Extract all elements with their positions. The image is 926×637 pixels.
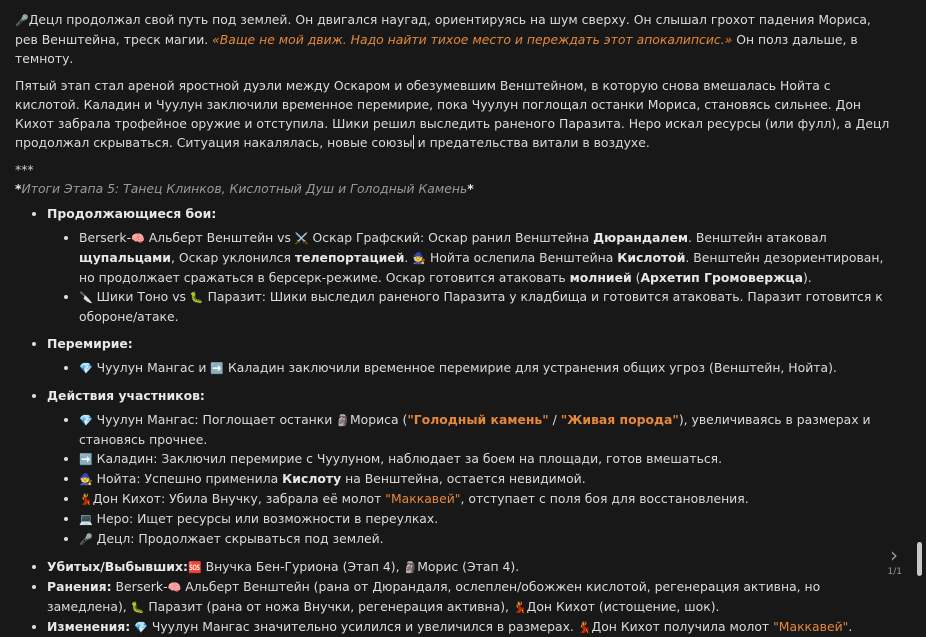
arrow-icon: ➡️ <box>210 362 225 375</box>
list-item: • 🧙 Нойта: Успешно применила Кислоту на Венштейна, остается невидимой. <box>79 469 895 489</box>
gem-icon: 💎 <box>134 621 148 634</box>
brain-icon: 🧠 <box>131 232 145 245</box>
brain-icon: 🧠 <box>167 581 182 594</box>
section-fights: • Продолжающиеся бои: • Berserk-🧠 Альберт Венштейн vs ⚔️ Оскар Графский: Оскар ранил Венштейна Дюрандалем. Венштейн атаковал щупальцами, Оскар уклонился телепортацией. 🧙 Нойта ослепила Венштейна Кислотой. Венштейн дезориентирован, но продолжает сражаться в берсерк-режиме. Оскар готовится атаковать молнией (Архетип Громовержца). • 🔪 Шики Тоно vs 🐛 Паразит: Шики выследил раненого Паразита у кладбища и готовится атаковать. Паразит готовится к обороне/атаке. <box>47 204 895 326</box>
swords-icon: ⚔️ <box>294 232 309 245</box>
bug-icon: 🐛 <box>130 601 145 614</box>
moai-icon: 🗿 <box>336 414 350 427</box>
chat-message <box>15 10 895 637</box>
list-item: • 💎 Чуулун Мангас и ➡️ Каладин заключили временное перемирие для устранения общих угроз (Венштейн, Нойта). <box>79 358 895 378</box>
section-truce: • Перемирие: • 💎 Чуулун Мангас и ➡️ Каладин заключили временное перемирие для устранения общих угроз (Венштейн, Нойта). <box>47 334 895 378</box>
microphone-icon: 🎤 <box>79 533 93 546</box>
list-item: • 🎤 Децл: Продолжает скрываться под землей. <box>79 529 895 549</box>
decl-quote: «Ваще не мой движ. Надо найти тихое место и переждать этот апокалипсис.» <box>212 32 733 47</box>
separator: *** <box>15 162 34 177</box>
microphone-icon: 🎤 <box>15 14 29 27</box>
list-item: • Berserk-🧠 Альберт Венштейн vs ⚔️ Оскар Графский: Оскар ранил Венштейна Дюрандалем. Венштейн атаковал щупальцами, Оскар уклонился телепортацией. 🧙 Нойта ослепила Венштейна Кислотой. Венштейн дезориентирован, но продолжает сражаться в берсерк-режиме. Оскар готовится атаковать молнией (Архетип Громовержца). <box>79 228 895 287</box>
paragraph-stage-summary: Пятый этап стал ареной яростной дуэли между Оскаром и обезумевшим Венштейном, в которую снова вмешалась Нойта с кислотой. Каладин и Чуулун заключили временное перемирие, пока Чуулун поглощал останки Мориса, становясь сильнее. Дон Кихот забрала трофейное оружие и отступила. Шики решил выследить раненого Паразита. Неро искал ресурсы (или фулл), а Децл продолжал скрываться. Ситуация накалялась, новые союзы и предательства витали в воздухе. <box>15 78 890 150</box>
section-dead: • Убитых/Выбывших:🆘 Внучка Бен-Гуриона (Этап 4), 🗿Морис (Этап 4). <box>47 557 895 577</box>
dancer-icon: 💃 <box>79 493 93 506</box>
gem-icon: 💎 <box>79 362 93 375</box>
paragraph-decl: 🎤Децл продолжал свой путь под землей. Он двигался наугад, ориентируясь на шум сверху. Он слышал грохот падения Мориса, рев Венштейна, треск магии. «Ваще не мой движ. Надо найти тихое место и переждать этот апокалипсис.» Он полз дальше, в темноту. <box>15 12 871 66</box>
section-wounds: • Ранения: Berserk-🧠 Альберт Венштейн (рана от Дюрандаля, ослеплен/обожжен кислотой, регенерация активна, но замедлена), 🐛 Паразит (рана от ножа Внучки, регенерация активна), 💃Дон Кихот (истощение, шок). <box>47 577 895 617</box>
mage-icon: 🧙 <box>412 252 426 265</box>
list-item: • 💻 Неро: Ищет ресурсы или возможности в переулках. <box>79 509 895 529</box>
mage-icon: 🧙 <box>79 473 93 486</box>
arrow-icon: ➡️ <box>79 453 93 466</box>
section-actions: • Действия участников: • 💎 Чуулун Мангас: Поглощает останки 🗿Мориса ("Голодный камень" / "Живая порода"), увеличиваясь в размерах и становясь прочнее. • ➡️ Каладин: Заключил перемирие с Чуулуном, наблюдает за боем на площади, готов вмешаться. • 🧙 Нойта: Успешно применила Кислоту на Венштейна, остается невидимой. • 💃Дон Кихот: Убила Внучку, забрала её молот "Маккавей", отступает с поля боя для восстановления. • 💻 Неро: Ищет ресурсы или возможности в переулках. • 🎤 Децл: Продолжает скрываться под землей. <box>47 386 895 549</box>
summary-status-list <box>15 557 895 637</box>
bug-icon: 🐛 <box>189 291 204 304</box>
knife-icon: 🔪 <box>79 291 93 304</box>
dancer-icon: 💃 <box>577 621 592 634</box>
sos-icon: 🆘 <box>187 561 202 574</box>
gem-icon: 💎 <box>79 414 93 427</box>
moai-icon: 🗿 <box>403 561 418 574</box>
scrollbar-thumb[interactable] <box>917 542 922 576</box>
list-item: • 💃Дон Кихот: Убила Внучку, забрала её молот "Маккавей", отступает с поля боя для восстановления. <box>79 489 895 509</box>
page-indicator: 1/1 <box>887 567 902 577</box>
summary-title: *Итоги Этапа 5: Танец Клинков, Кислотный Душ и Голодный Камень* <box>15 181 474 196</box>
chevron-right-icon[interactable]: › <box>890 543 898 567</box>
list-item: • ➡️ Каладин: Заключил перемирие с Чуулуном, наблюдает за боем на площади, готов вмешаться. <box>79 449 895 469</box>
laptop-icon: 💻 <box>79 513 93 526</box>
list-item: • 🔪 Шики Тоно vs 🐛 Паразит: Шики выследил раненого Паразита у кладбища и готовится атаковать. Паразит готовится к обороне/атаке. <box>79 287 895 326</box>
section-changes: • Изменения: 💎 Чуулун Мангас значительно усилился и увеличился в размерах. 💃Дон Кихот получила молот "Маккавей". <box>47 617 895 637</box>
list-item: • 💎 Чуулун Мангас: Поглощает останки 🗿Мориса ("Голодный камень" / "Живая порода"), увеличиваясь в размерах и становясь прочнее. <box>79 410 895 449</box>
dancer-icon: 💃 <box>512 601 527 614</box>
summary-list <box>15 204 895 549</box>
